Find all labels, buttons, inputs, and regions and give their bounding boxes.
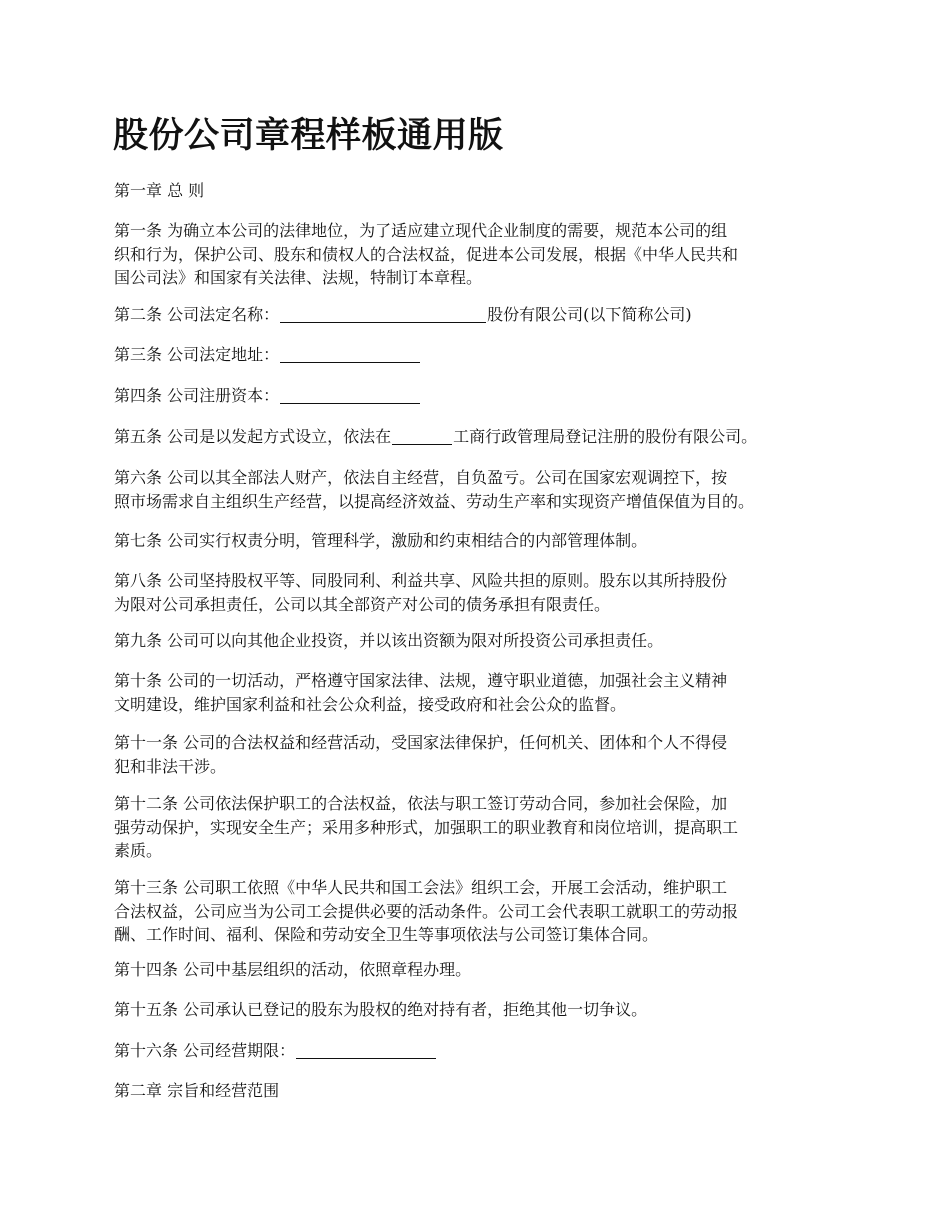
document-title: 股份公司章程样板通用版 (113, 116, 504, 156)
article-14 (114, 958, 854, 982)
article-15-line-1: 第十五条 公司承认已登记的股东为股权的绝对持有者，拒绝其他一切争议。 (114, 1000, 648, 1019)
company-address-blank (280, 346, 420, 363)
article-13-line-1: 第十三条 公司职工依照《中华人民共和国工会法》组织工会，开展工会活动，维护职工 (114, 878, 728, 897)
article-7-line-1: 第七条 公司实行权责分明，管理科学，激励和约束相结合的内部管理体制。 (114, 531, 648, 550)
article-7 (114, 529, 854, 553)
article-1 (114, 219, 854, 290)
article-12-line-2: 强劳动保护，实现安全生产；采用多种形式，加强职工的职业教育和岗位培训，提高职工 (114, 817, 739, 837)
article-12 (114, 792, 854, 863)
article-2-suffix: 股份有限公司(以下简称公司) (487, 305, 692, 324)
article-11-line-1: 第十一条 公司的合法权益和经营活动，受国家法律保护，任何机关、团体和个人不得侵 (114, 733, 728, 752)
article-1-line-3: 国公司法》和国家有关法律、法规，特制订本章程。 (114, 268, 483, 287)
article-3 (114, 343, 854, 367)
article-6 (114, 466, 854, 513)
article-14-line-1: 第十四条 公司中基层组织的活动，依照章程办理。 (114, 960, 472, 979)
chapter-2-heading (114, 1079, 854, 1103)
article-10-line-1: 第十条 公司的一切活动，严格遵守国家法律、法规，遵守职业道德，加强社会主义精神 (114, 671, 728, 690)
article-3-line (114, 343, 854, 367)
registered-capital-blank (280, 387, 420, 404)
article-9 (114, 629, 854, 653)
article-4-line (114, 384, 854, 408)
article-12-line-3: 素质。 (114, 841, 163, 860)
article-2-prefix: 第二条 公司法定名称： (114, 305, 280, 324)
article-8-line-1: 第八条 公司坚持股权平等、同股同利、利益共享、风险共担的原则。股东以其所持股份 (114, 571, 728, 590)
chapter-1-heading (114, 179, 854, 203)
article-5-line (114, 425, 854, 449)
article-10 (114, 669, 854, 716)
article-5 (114, 425, 854, 449)
registration-authority-blank (392, 428, 452, 445)
article-3-prefix: 第三条 公司法定地址： (114, 345, 280, 364)
article-1-line-1: 第一条 为确立本公司的法律地位，为了适应建立现代企业制度的需要，规范本公司的组 (114, 221, 728, 240)
article-11-line-2: 犯和非法干涉。 (114, 756, 227, 776)
business-term-blank (296, 1042, 436, 1059)
article-12-line-1: 第十二条 公司依法保护职工的合法权益，依法与职工签订劳动合同，参加社会保险，加 (114, 794, 728, 813)
article-16 (114, 1039, 854, 1063)
article-10-line-2: 文明建设，维护国家利益和社会公众利益，接受政府和社会公众的监督。 (114, 694, 627, 714)
article-13-line-2: 合法权益，公司应当为公司工会提供必要的活动条件。公司工会代表职工就职工的劳动报 (114, 901, 739, 921)
article-15 (114, 998, 854, 1022)
article-4-prefix: 第四条 公司注册资本： (114, 386, 280, 405)
article-5-suffix: 工商行政管理局登记注册的股份有限公司。 (453, 427, 758, 446)
article-2-line (114, 303, 854, 327)
company-name-blank (280, 306, 486, 323)
article-8-line-2: 为限对公司承担责任，公司以其全部资产对公司的债务承担有限责任。 (114, 594, 611, 614)
article-13-line-3: 酬、工作时间、福利、保险和劳动安全卫生等事项依法与公司签订集体合同。 (114, 925, 659, 944)
article-8 (114, 569, 854, 616)
chapter-2-text: 第二章 宗旨和经营范围 (114, 1081, 280, 1100)
article-2 (114, 303, 854, 327)
article-5-prefix: 第五条 公司是以发起方式设立，依法在 (114, 427, 392, 446)
chapter-1-text: 第一章 总 则 (114, 181, 205, 200)
article-4 (114, 384, 854, 408)
article-13 (114, 876, 854, 947)
article-16-line (114, 1039, 854, 1063)
article-6-line-2: 照市场需求自主组织生产经营，以提高经济效益、劳动生产率和实现资产增值保值为目的。 (114, 491, 755, 511)
article-9-line-1: 第九条 公司可以向其他企业投资，并以该出资额为限对所投资公司承担责任。 (114, 631, 664, 650)
article-1-line-2: 织和行为，保护公司、股东和债权人的合法权益，促进本公司发展，根据《中华人民共和 (114, 244, 739, 264)
article-11 (114, 731, 854, 778)
article-16-prefix: 第十六条 公司经营期限： (114, 1041, 296, 1060)
article-6-line-1: 第六条 公司以其全部法人财产，依法自主经营，自负盈亏。公司在国家宏观调控下，按 (114, 468, 728, 487)
